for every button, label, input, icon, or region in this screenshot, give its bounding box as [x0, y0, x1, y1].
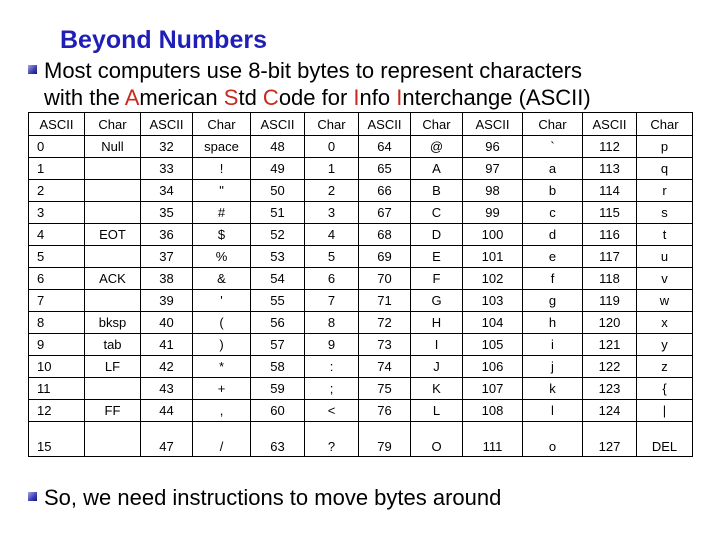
table-cell-char: x [637, 312, 693, 334]
table-cell-char: LF [85, 356, 141, 378]
table-header-ascii: ASCII [29, 113, 85, 136]
table-header-ascii: ASCII [359, 113, 411, 136]
table-cell-ascii: 67 [359, 202, 411, 224]
table-cell-ascii: 119 [583, 290, 637, 312]
table-cell-ascii: 43 [141, 378, 193, 400]
table-cell-char [85, 180, 141, 202]
table-cell-char: t [637, 224, 693, 246]
table-cell-char: @ [411, 136, 463, 158]
table-cell-char: ! [193, 158, 251, 180]
ascii-table [28, 112, 693, 457]
table-cell-ascii: 112 [583, 136, 637, 158]
table-cell-char: 5 [305, 246, 359, 268]
table-cell-char: g [523, 290, 583, 312]
table-cell-char: L [411, 400, 463, 422]
table-cell-ascii: 53 [251, 246, 305, 268]
table-cell-ascii: 66 [359, 180, 411, 202]
table-cell-ascii: 60 [251, 400, 305, 422]
table-cell-ascii: 9 [29, 334, 85, 356]
table-cell-char: 9 [305, 334, 359, 356]
table-cell-char: FF [85, 400, 141, 422]
table-cell-ascii: 120 [583, 312, 637, 334]
table-cell-ascii: 63 [251, 422, 305, 457]
bullet-line-2: with the American Std Code for Info Interchange (ASCII) [44, 85, 591, 110]
table-cell-ascii: 106 [463, 356, 523, 378]
table-header-char: Char [411, 113, 463, 136]
bullet-text: So, we need instructions to move bytes around [44, 485, 502, 510]
table-cell-char: " [193, 180, 251, 202]
table-cell-ascii: 51 [251, 202, 305, 224]
table-cell-ascii: 3 [29, 202, 85, 224]
table-cell-ascii: 98 [463, 180, 523, 202]
table-cell-char: / [193, 422, 251, 457]
table-cell-char: p [637, 136, 693, 158]
bullet-line-1: Most computers use 8-bit bytes to represent characters [44, 58, 583, 83]
table-cell-ascii: 116 [583, 224, 637, 246]
table-cell-char: # [193, 202, 251, 224]
table-cell-char [85, 202, 141, 224]
table-cell-char: k [523, 378, 583, 400]
table-row [29, 158, 693, 180]
table-cell-ascii: 2 [29, 180, 85, 202]
table-cell-char: d [523, 224, 583, 246]
table-cell-ascii: 79 [359, 422, 411, 457]
table-cell-ascii: 100 [463, 224, 523, 246]
table-cell-ascii: 65 [359, 158, 411, 180]
table-row [29, 180, 693, 202]
table-header-row [29, 113, 693, 136]
table-header-char: Char [637, 113, 693, 136]
table-cell-ascii: 55 [251, 290, 305, 312]
table-cell-ascii: 96 [463, 136, 523, 158]
table-cell-char: 4 [305, 224, 359, 246]
table-cell-char: Null [85, 136, 141, 158]
table-row [29, 268, 693, 290]
table-row [29, 356, 693, 378]
table-cell-char: o [523, 422, 583, 457]
table-cell-char: ) [193, 334, 251, 356]
table-cell-char: O [411, 422, 463, 457]
table-cell-char: ; [305, 378, 359, 400]
table-cell-ascii: 48 [251, 136, 305, 158]
table-cell-ascii: 59 [251, 378, 305, 400]
table-cell-char: f [523, 268, 583, 290]
table-cell-char: J [411, 356, 463, 378]
table-cell-ascii: 74 [359, 356, 411, 378]
table-cell-char: a [523, 158, 583, 180]
table-cell-char: & [193, 268, 251, 290]
table-row [29, 422, 693, 457]
table-cell-char: ? [305, 422, 359, 457]
table-cell-char: { [637, 378, 693, 400]
table-cell-char: K [411, 378, 463, 400]
table-cell-char: 1 [305, 158, 359, 180]
table-cell-ascii: 1 [29, 158, 85, 180]
table-cell-char: B [411, 180, 463, 202]
table-header-char: Char [523, 113, 583, 136]
table-cell-char: E [411, 246, 463, 268]
table-cell-char: , [193, 400, 251, 422]
table-cell-char: r [637, 180, 693, 202]
square-bullet-icon [28, 65, 37, 74]
table-cell-char: < [305, 400, 359, 422]
table-cell-char: * [193, 356, 251, 378]
table-cell-ascii: 102 [463, 268, 523, 290]
table-row [29, 224, 693, 246]
table-cell-ascii: 122 [583, 356, 637, 378]
table-cell-char [85, 378, 141, 400]
table-cell-ascii: 57 [251, 334, 305, 356]
table-row [29, 334, 693, 356]
table-cell-ascii: 34 [141, 180, 193, 202]
table-cell-ascii: 97 [463, 158, 523, 180]
table-cell-char: : [305, 356, 359, 378]
table-cell-ascii: 75 [359, 378, 411, 400]
table-cell-ascii: 49 [251, 158, 305, 180]
table-cell-char: I [411, 334, 463, 356]
table-header-char: Char [305, 113, 359, 136]
table-cell-char: v [637, 268, 693, 290]
table-cell-char: ' [193, 290, 251, 312]
table-cell-ascii: 11 [29, 378, 85, 400]
table-cell-char: % [193, 246, 251, 268]
table-cell-ascii: 15 [29, 422, 85, 457]
table-cell-ascii: 114 [583, 180, 637, 202]
table-cell-char: | [637, 400, 693, 422]
bullet-move-bytes [28, 484, 501, 511]
table-cell-char [85, 158, 141, 180]
table-cell-char: 8 [305, 312, 359, 334]
table-row [29, 378, 693, 400]
table-row [29, 136, 693, 158]
table-cell-ascii: 40 [141, 312, 193, 334]
table-cell-char: y [637, 334, 693, 356]
table-cell-char: e [523, 246, 583, 268]
table-row [29, 312, 693, 334]
table-cell-ascii: 113 [583, 158, 637, 180]
table-cell-ascii: 4 [29, 224, 85, 246]
table-cell-char: j [523, 356, 583, 378]
table-cell-char [85, 290, 141, 312]
table-cell-ascii: 76 [359, 400, 411, 422]
table-row [29, 400, 693, 422]
table-cell-ascii: 10 [29, 356, 85, 378]
table-cell-ascii: 52 [251, 224, 305, 246]
table-cell-ascii: 73 [359, 334, 411, 356]
table-cell-char: F [411, 268, 463, 290]
table-cell-ascii: 99 [463, 202, 523, 224]
table-cell-char: space [193, 136, 251, 158]
table-cell-ascii: 38 [141, 268, 193, 290]
table-cell-char: C [411, 202, 463, 224]
table-row [29, 246, 693, 268]
table-cell-ascii: 35 [141, 202, 193, 224]
slide-title: Beyond Numbers [60, 26, 267, 54]
table-cell-char: l [523, 400, 583, 422]
table-cell-ascii: 111 [463, 422, 523, 457]
table-cell-char: ACK [85, 268, 141, 290]
table-cell-char: 3 [305, 202, 359, 224]
table-cell-char: A [411, 158, 463, 180]
table-cell-ascii: 47 [141, 422, 193, 457]
table-cell-ascii: 58 [251, 356, 305, 378]
table-cell-ascii: 56 [251, 312, 305, 334]
table-cell-char [85, 422, 141, 457]
table-cell-char: b [523, 180, 583, 202]
table-cell-ascii: 101 [463, 246, 523, 268]
table-cell-ascii: 50 [251, 180, 305, 202]
table-cell-ascii: 105 [463, 334, 523, 356]
table-cell-ascii: 5 [29, 246, 85, 268]
table-cell-ascii: 0 [29, 136, 85, 158]
table-cell-char: $ [193, 224, 251, 246]
table-cell-ascii: 33 [141, 158, 193, 180]
table-cell-ascii: 12 [29, 400, 85, 422]
table-cell-char: c [523, 202, 583, 224]
table-cell-ascii: 36 [141, 224, 193, 246]
table-cell-char: u [637, 246, 693, 268]
table-cell-ascii: 41 [141, 334, 193, 356]
table-cell-char: DEL [637, 422, 693, 457]
table-row [29, 202, 693, 224]
table-cell-ascii: 37 [141, 246, 193, 268]
table-cell-char: 2 [305, 180, 359, 202]
table-cell-ascii: 124 [583, 400, 637, 422]
table-cell-ascii: 39 [141, 290, 193, 312]
table-cell-ascii: 71 [359, 290, 411, 312]
table-cell-char: D [411, 224, 463, 246]
table-cell-ascii: 68 [359, 224, 411, 246]
table-cell-ascii: 70 [359, 268, 411, 290]
table-cell-ascii: 54 [251, 268, 305, 290]
table-cell-ascii: 6 [29, 268, 85, 290]
table-cell-ascii: 8 [29, 312, 85, 334]
table-cell-ascii: 64 [359, 136, 411, 158]
table-cell-char: 7 [305, 290, 359, 312]
table-cell-char: bksp [85, 312, 141, 334]
table-cell-ascii: 115 [583, 202, 637, 224]
table-cell-ascii: 104 [463, 312, 523, 334]
bullet-ascii-intro [28, 57, 708, 111]
table-cell-char: tab [85, 334, 141, 356]
table-cell-ascii: 121 [583, 334, 637, 356]
table-cell-char: EOT [85, 224, 141, 246]
table-cell-ascii: 107 [463, 378, 523, 400]
table-cell-ascii: 32 [141, 136, 193, 158]
table-cell-ascii: 72 [359, 312, 411, 334]
table-cell-ascii: 123 [583, 378, 637, 400]
table-cell-ascii: 42 [141, 356, 193, 378]
table-cell-char: w [637, 290, 693, 312]
table-header-ascii: ASCII [463, 113, 523, 136]
table-row [29, 290, 693, 312]
table-cell-ascii: 7 [29, 290, 85, 312]
table-cell-char: H [411, 312, 463, 334]
table-cell-char: 0 [305, 136, 359, 158]
table-cell-ascii: 108 [463, 400, 523, 422]
table-header-char: Char [85, 113, 141, 136]
table-cell-char: z [637, 356, 693, 378]
table-header-ascii: ASCII [141, 113, 193, 136]
table-cell-ascii: 44 [141, 400, 193, 422]
table-cell-ascii: 103 [463, 290, 523, 312]
table-header-ascii: ASCII [251, 113, 305, 136]
table-cell-char: ` [523, 136, 583, 158]
table-cell-char: q [637, 158, 693, 180]
table-cell-ascii: 117 [583, 246, 637, 268]
square-bullet-icon [28, 492, 37, 501]
table-cell-char: + [193, 378, 251, 400]
table-header-ascii: ASCII [583, 113, 637, 136]
table-cell-char: G [411, 290, 463, 312]
table-cell-char: h [523, 312, 583, 334]
table-cell-char [85, 246, 141, 268]
table-cell-char: i [523, 334, 583, 356]
table-cell-char: s [637, 202, 693, 224]
table-cell-char: 6 [305, 268, 359, 290]
table-cell-char: ( [193, 312, 251, 334]
table-header-char: Char [193, 113, 251, 136]
table-cell-ascii: 69 [359, 246, 411, 268]
table-cell-ascii: 127 [583, 422, 637, 457]
table-cell-ascii: 118 [583, 268, 637, 290]
